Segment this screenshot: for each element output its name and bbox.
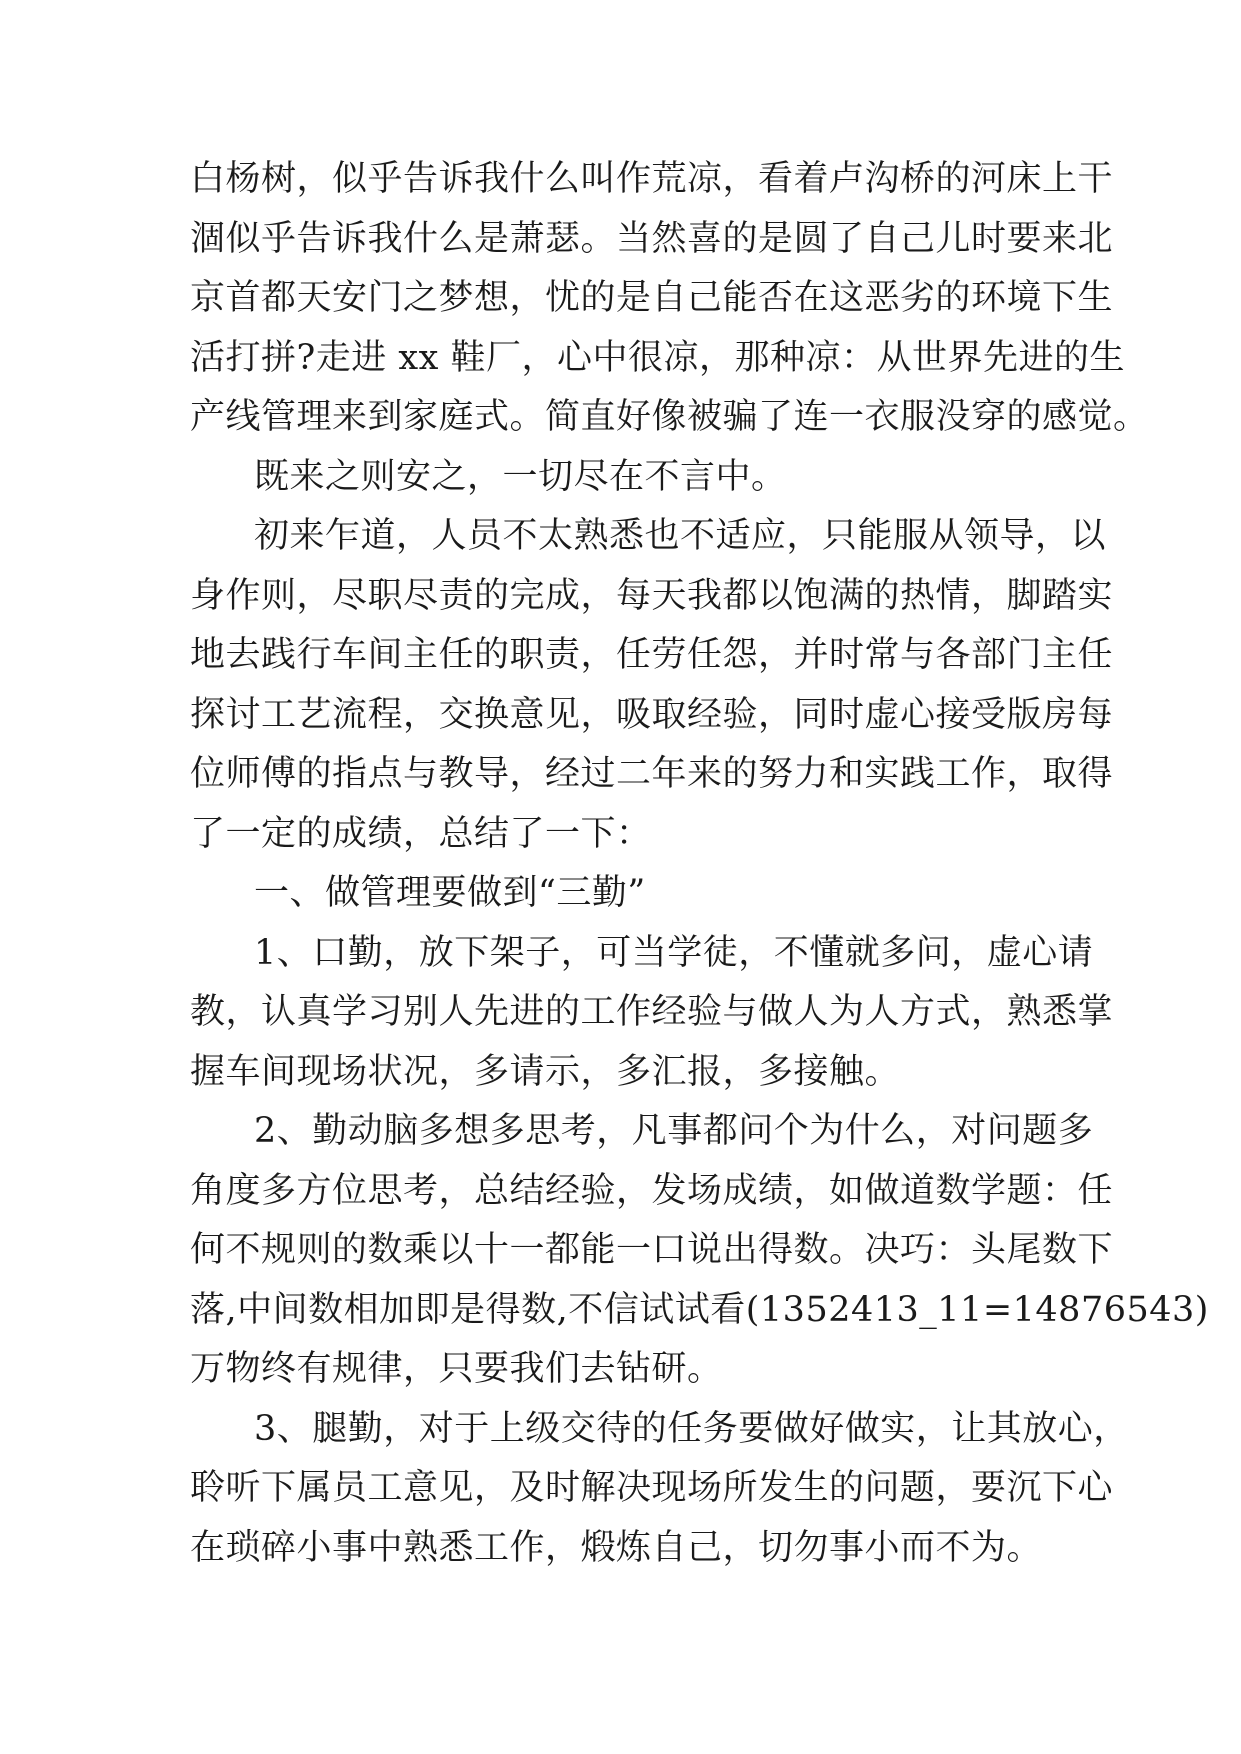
paragraph-line: 初来乍道，人员不太熟悉也不适应，只能服从领导，以: [254, 516, 1107, 556]
list-item-line: 3、腿勤，对于上级交待的任务要做好做实，让其放心，: [254, 1408, 1129, 1449]
text-line: 白杨树，似乎告诉我什么叫作荒凉，看着卢沟桥的河床上干: [190, 159, 1114, 199]
section-heading: 一、做管理要做到“三勤”: [254, 873, 646, 913]
list-item-line: 2、勤动脑多想多思考，凡事都问个为什么，对问题多: [254, 1111, 1094, 1151]
text-line: 京首都天安门之梦想，忧的是自己能否在这恶劣的环境下生: [190, 278, 1114, 318]
text-line: 落,中间数相加即是得数,不信试试看(1352413_11=14876543): [190, 1289, 1209, 1330]
text-line: 活打拼?走进 xx 鞋厂，心中很凉，那种凉：从世界先进的生: [190, 337, 1125, 378]
text-line: 握车间现场状况，多请示，多汇报，多接触。: [190, 1051, 901, 1092]
text-line: 角度多方位思考，总结经验，发场成绩，如做道数学题：任: [190, 1170, 1114, 1211]
text-line: 万物终有规律，只要我们去钻研。: [190, 1349, 723, 1389]
document-body: [190, 150, 1209, 1578]
text-line: 涸似乎告诉我什么是萧瑟。当然喜的是圆了自己儿时要来北: [190, 218, 1114, 259]
paragraph-line: 既来之则安之，一切尽在不言中。: [254, 456, 787, 497]
text-line: 教，认真学习别人先进的工作经验与做人为人方式，熟悉掌: [190, 992, 1114, 1032]
text-line: 身作则，尽职尽责的完成，每天我都以饱满的热情，脚踏实: [190, 575, 1114, 616]
text-line: 产线管理来到家庭式。简直好像被骗了连一衣服没穿的感觉。: [190, 397, 1149, 437]
text-line: 探讨工艺流程，交换意见，吸取经验，同时虚心接受版房每: [190, 694, 1114, 735]
text-line: 位师傅的指点与教导，经过二年来的努力和实践工作，取得: [190, 754, 1114, 794]
text-line: 了一定的成绩，总结了一下：: [190, 813, 652, 854]
text-line: 在琐碎小事中熟悉工作，煅炼自己，切勿事小而不为。: [190, 1527, 1043, 1568]
text-line: 聆听下属员工意见，及时解决现场所发生的问题，要沉下心: [190, 1468, 1114, 1508]
list-item-line: 1、口勤，放下架子，可当学徒，不懂就多问，虚心请: [254, 932, 1094, 973]
text-line: 何不规则的数乘以十一都能一口说出得数。决巧：头尾数下: [190, 1230, 1114, 1270]
text-line: 地去践行车间主任的职责，任劳任怨，并时常与各部门主任: [190, 635, 1114, 675]
